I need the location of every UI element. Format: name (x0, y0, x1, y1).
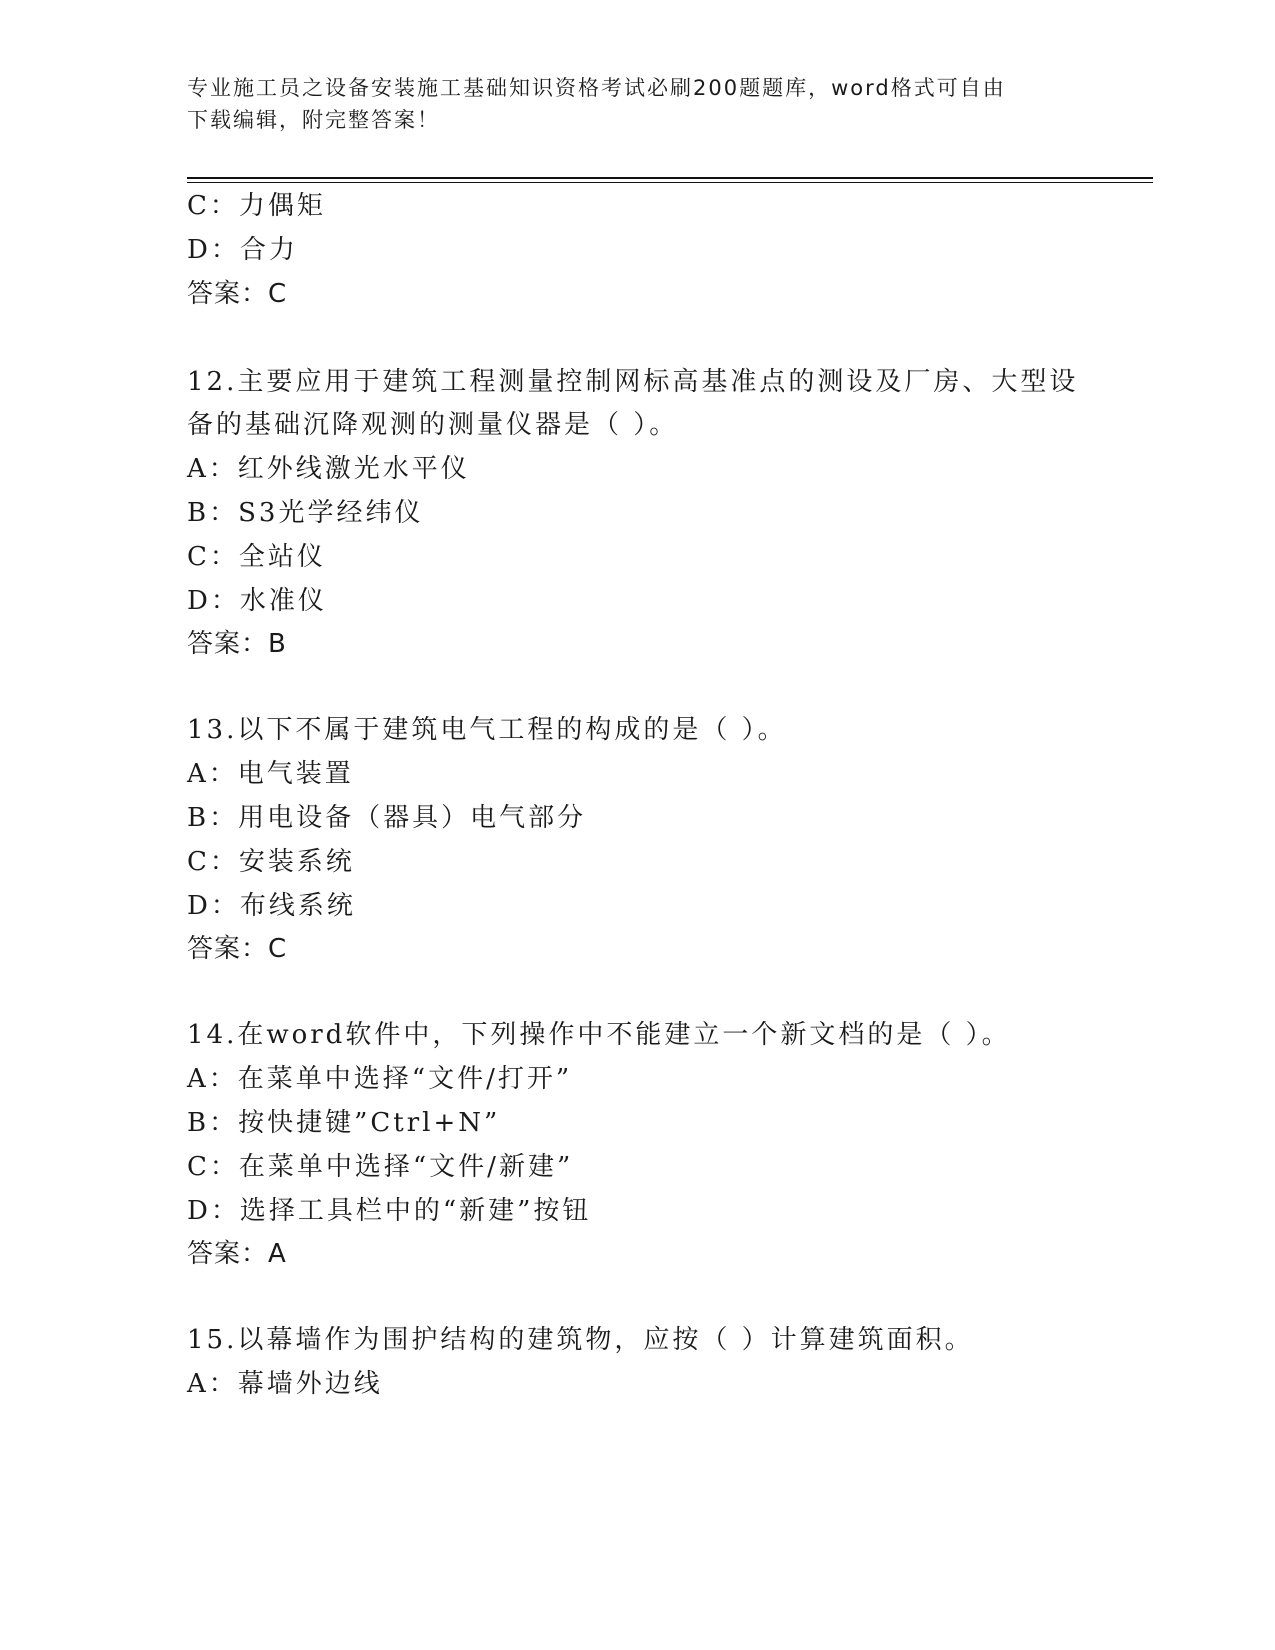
header-line-2: 下载编辑，附完整答案！ (187, 108, 440, 132)
header-line-1: 专业施工员之设备安装施工基础知识资格考试必刷200题题库，word格式可自由 (187, 76, 1006, 100)
q15-stem: 15.以幕墙作为围护结构的建筑物，应按（ ）计算建筑面积。 (187, 1325, 974, 1355)
q12-answer: 答案：B (187, 629, 287, 659)
q11-option-d: D：合力 (187, 235, 298, 265)
q12-stem-line-1: 12.主要应用于建筑工程测量控制网标高基准点的测设及厂房、大型设 (187, 367, 1079, 397)
q12-stem-line-2: 备的基础沉降观测的测量仪器是（ ）。 (187, 410, 679, 440)
q11-answer: 答案：C (187, 279, 288, 309)
q12-option-d: D：水准仪 (187, 586, 327, 616)
document-header (187, 72, 1067, 136)
header-divider-thin (187, 182, 1153, 183)
q11-option-c: C：力偶矩 (187, 191, 326, 221)
q12-option-b: B：S3光学经纬仪 (187, 498, 424, 528)
q15-option-a: A：幕墙外边线 (187, 1369, 383, 1399)
header-divider-thick (187, 177, 1153, 179)
q14-option-a: A：在菜单中选择“文件/打开” (187, 1064, 573, 1094)
q13-answer: 答案：C (187, 934, 288, 964)
q13-stem: 13.以下不属于建筑电气工程的构成的是（ ）。 (187, 715, 787, 745)
q13-option-b: B：用电设备（器具）电气部分 (187, 803, 587, 833)
q13-option-c: C：安装系统 (187, 847, 355, 877)
q14-stem: 14.在word软件中，下列操作中不能建立一个新文档的是（ ）。 (187, 1020, 1011, 1050)
q12-option-c: C：全站仪 (187, 542, 326, 572)
q12-option-a: A：红外线激光水平仪 (187, 454, 470, 484)
q14-answer: 答案：A (187, 1239, 287, 1269)
q14-option-b: B：按快捷键”Ctrl+N” (187, 1108, 501, 1138)
q14-option-c: C：在菜单中选择“文件/新建” (187, 1152, 574, 1182)
q14-option-d: D：选择工具栏中的“新建”按钮 (187, 1196, 592, 1226)
q13-option-d: D：布线系统 (187, 891, 356, 921)
q13-option-a: A：电气装置 (187, 759, 354, 789)
